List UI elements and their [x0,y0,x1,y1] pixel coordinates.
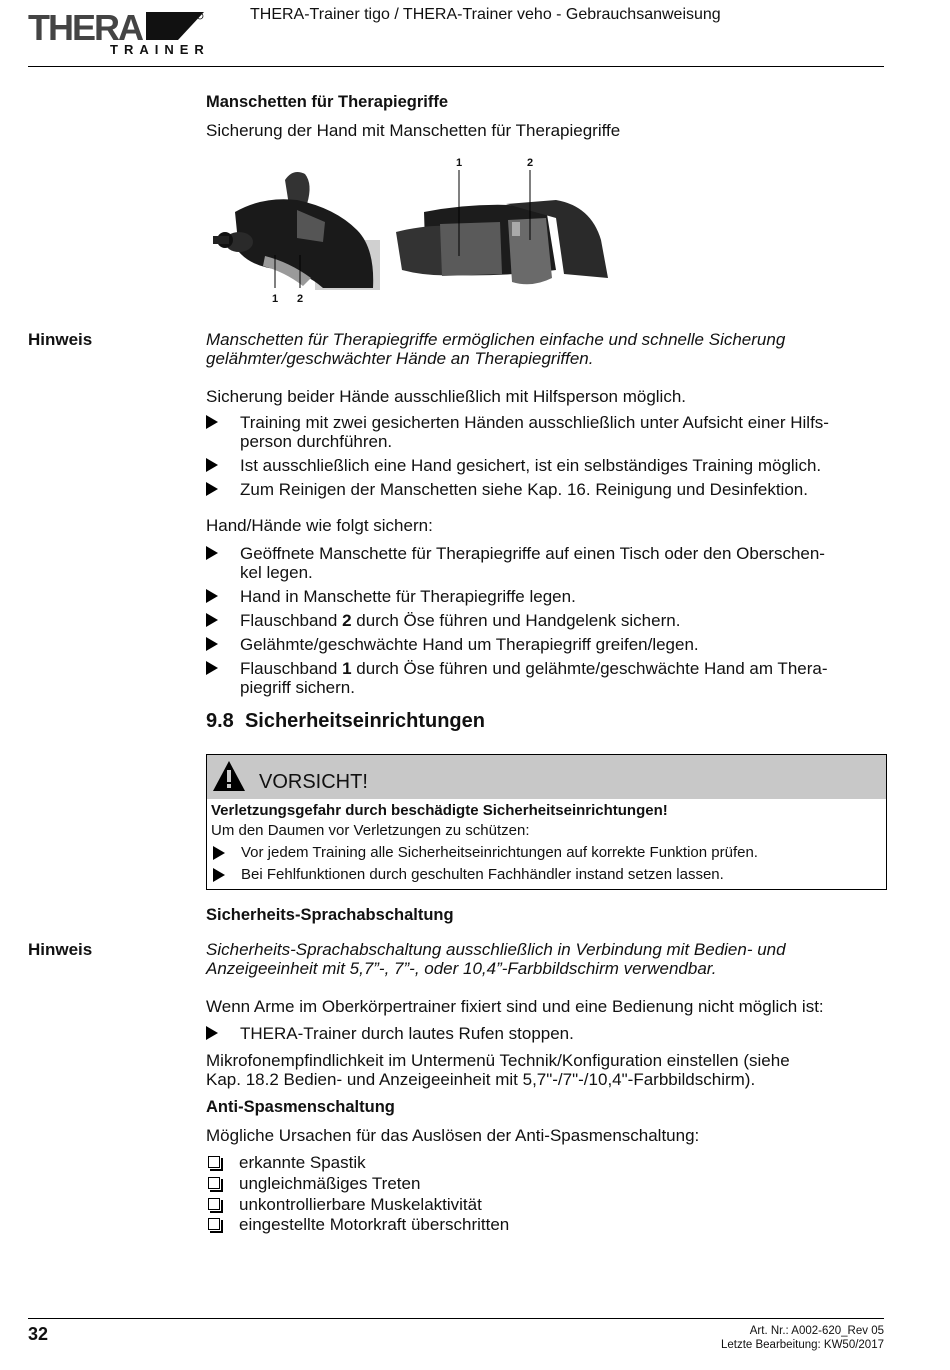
last-edit: Letzte Bearbeitung: KW50/2017 [720,1339,884,1351]
secure-hands-intro: Hand/Hände wie folgt sichern: [206,516,433,535]
bullet-item: Flauschband 1 durch Öse führen und gelähmte/geschwächte Hand am Thera- piegriff sichern. [206,659,886,697]
header-divider [28,66,884,67]
caution-title: VORSICHT! [259,771,368,793]
bullet-item: Training mit zwei gesicherten Händen ausschließlich unter Aufsicht einer Hilfs- person durchführen. [206,413,886,451]
caution-line: Um den Daumen vor Verletzungen zu schützen: [211,822,530,839]
checklist-item: unkontrollierbare Muskelaktivität [206,1195,482,1215]
checkbox-icon [208,1218,220,1230]
bullet-item: THERA-Trainer durch lautes Rufen stoppen. [206,1024,886,1043]
bullet-item: Flauschband 2 durch Öse führen und Handgelenk sichern. [206,611,886,630]
triangle-bullet-icon [206,637,218,651]
hinweis-text-line1: Manschetten für Therapiegriffe ermöglichen einfache und schnelle Sicherung [206,330,786,349]
header-title: THERA-Trainer tigo / THERA-Trainer veho - Gebrauchsanweisung [250,6,721,23]
caution-bullet: Vor jedem Training alle Sicherheitseinrichtungen auf korrekte Funktion prüfen. [211,844,758,861]
warning-triangle-icon [211,759,247,793]
caution-box [206,754,887,890]
caution-header [207,755,886,799]
voice-hinweis-line1: Sicherheits-Sprachabschaltung ausschließlich in Verbindung mit Bedien- und [206,940,786,959]
checklist-item: erkannte Spastik [206,1153,366,1173]
figure-left-label-1: 1 [272,293,279,305]
antispasm-heading: Anti-Spasmenschaltung [206,1098,395,1116]
triangle-bullet-icon [206,661,218,675]
checklist-item: eingestellte Motorkraft überschritten [206,1215,509,1235]
voice-paragraph-2-line1: Mikrofonempfindlichkeit im Untermenü Technik/Konfiguration einstellen (siehe [206,1051,790,1070]
triangle-bullet-icon [206,1026,218,1040]
article-number: Art. Nr.: A002-620_Rev 05 [749,1325,884,1337]
figure-left-label-2: 2 [297,293,304,305]
voice-hinweis-line2: Anzeigeeinheit mit 5,7”-, 7”-, oder 10,4”-Farbbildschirm verwendbar. [206,959,717,978]
caution-bullet: Bei Fehlfunktionen durch geschulten Fachhändler instand setzen lassen. [211,866,724,883]
bullet-item: Geöffnete Manschette für Therapiegriffe auf einen Tisch oder den Oberschen- kel legen. [206,544,886,582]
logo-wordmark: THERA [28,8,142,48]
both-hands-intro: Sicherung beider Hände ausschließlich mit Hilfsperson möglich. [206,387,687,406]
triangle-bullet-icon [206,458,218,472]
cuffs-heading: Manschetten für Therapiegriffe [206,93,449,111]
voice-paragraph: Wenn Arme im Oberkörpertrainer fixiert sind und eine Bedienung nicht möglich ist: [206,997,824,1016]
voice-heading: Sicherheits-Sprachabschaltung [206,906,454,924]
triangle-bullet-icon [206,546,218,560]
triangle-bullet-icon [206,482,218,496]
checklist-item: ungleichmäßiges Treten [206,1174,420,1194]
triangle-bullet-icon [206,613,218,627]
footer-divider [28,1318,884,1319]
voice-paragraph-2-line2: Kap. 18.2 Bedien- und Anzeigeeinheit mit 5,7"-/7"-/10,4"-Farbbildschirm). [206,1070,756,1089]
triangle-bullet-icon [206,415,218,429]
triangle-bullet-icon [213,846,225,860]
triangle-bullet-icon [206,589,218,603]
antispasm-intro: Mögliche Ursachen für das Auslösen der Anti-Spasmenschaltung: [206,1126,700,1145]
triangle-bullet-icon [213,868,225,882]
figure-right-label-2: 2 [527,157,534,169]
hand-cuff-figure [205,160,380,310]
caution-bold-line: Verletzungsgefahr durch beschädigte Sicherheitseinrichtungen! [211,802,668,819]
bullet-item: Zum Reinigen der Manschetten siehe Kap. 16. Reinigung und Desinfektion. [206,480,886,499]
cuffs-subtitle: Sicherung der Hand mit Manschetten für Therapiegriffe [206,121,621,140]
hinweis-text-line2: gelähmter/geschwächter Hände an Therapiegriffen. [206,349,594,368]
bullet-item: Gelähmte/geschwächte Hand um Therapiegriff greifen/legen. [206,635,886,654]
hinweis-label: Hinweis [28,940,93,959]
hinweis-label: Hinweis [28,330,93,349]
checkbox-icon [208,1198,220,1210]
checkbox-icon [208,1156,220,1168]
cuff-strap-figure [396,170,616,295]
figure-right-label-1: 1 [456,157,463,169]
logo-subtext: TRAINER [110,42,210,57]
bullet-item: Ist ausschließlich eine Hand gesichert, ist ein selbständiges Training möglich. [206,456,886,475]
bullet-item: Hand in Manschette für Therapiegriffe legen. [206,587,886,606]
checkbox-icon [208,1177,220,1189]
section-heading: 9.8 Sicherheitseinrichtungen [206,710,485,732]
page-number: 32 [28,1324,49,1344]
